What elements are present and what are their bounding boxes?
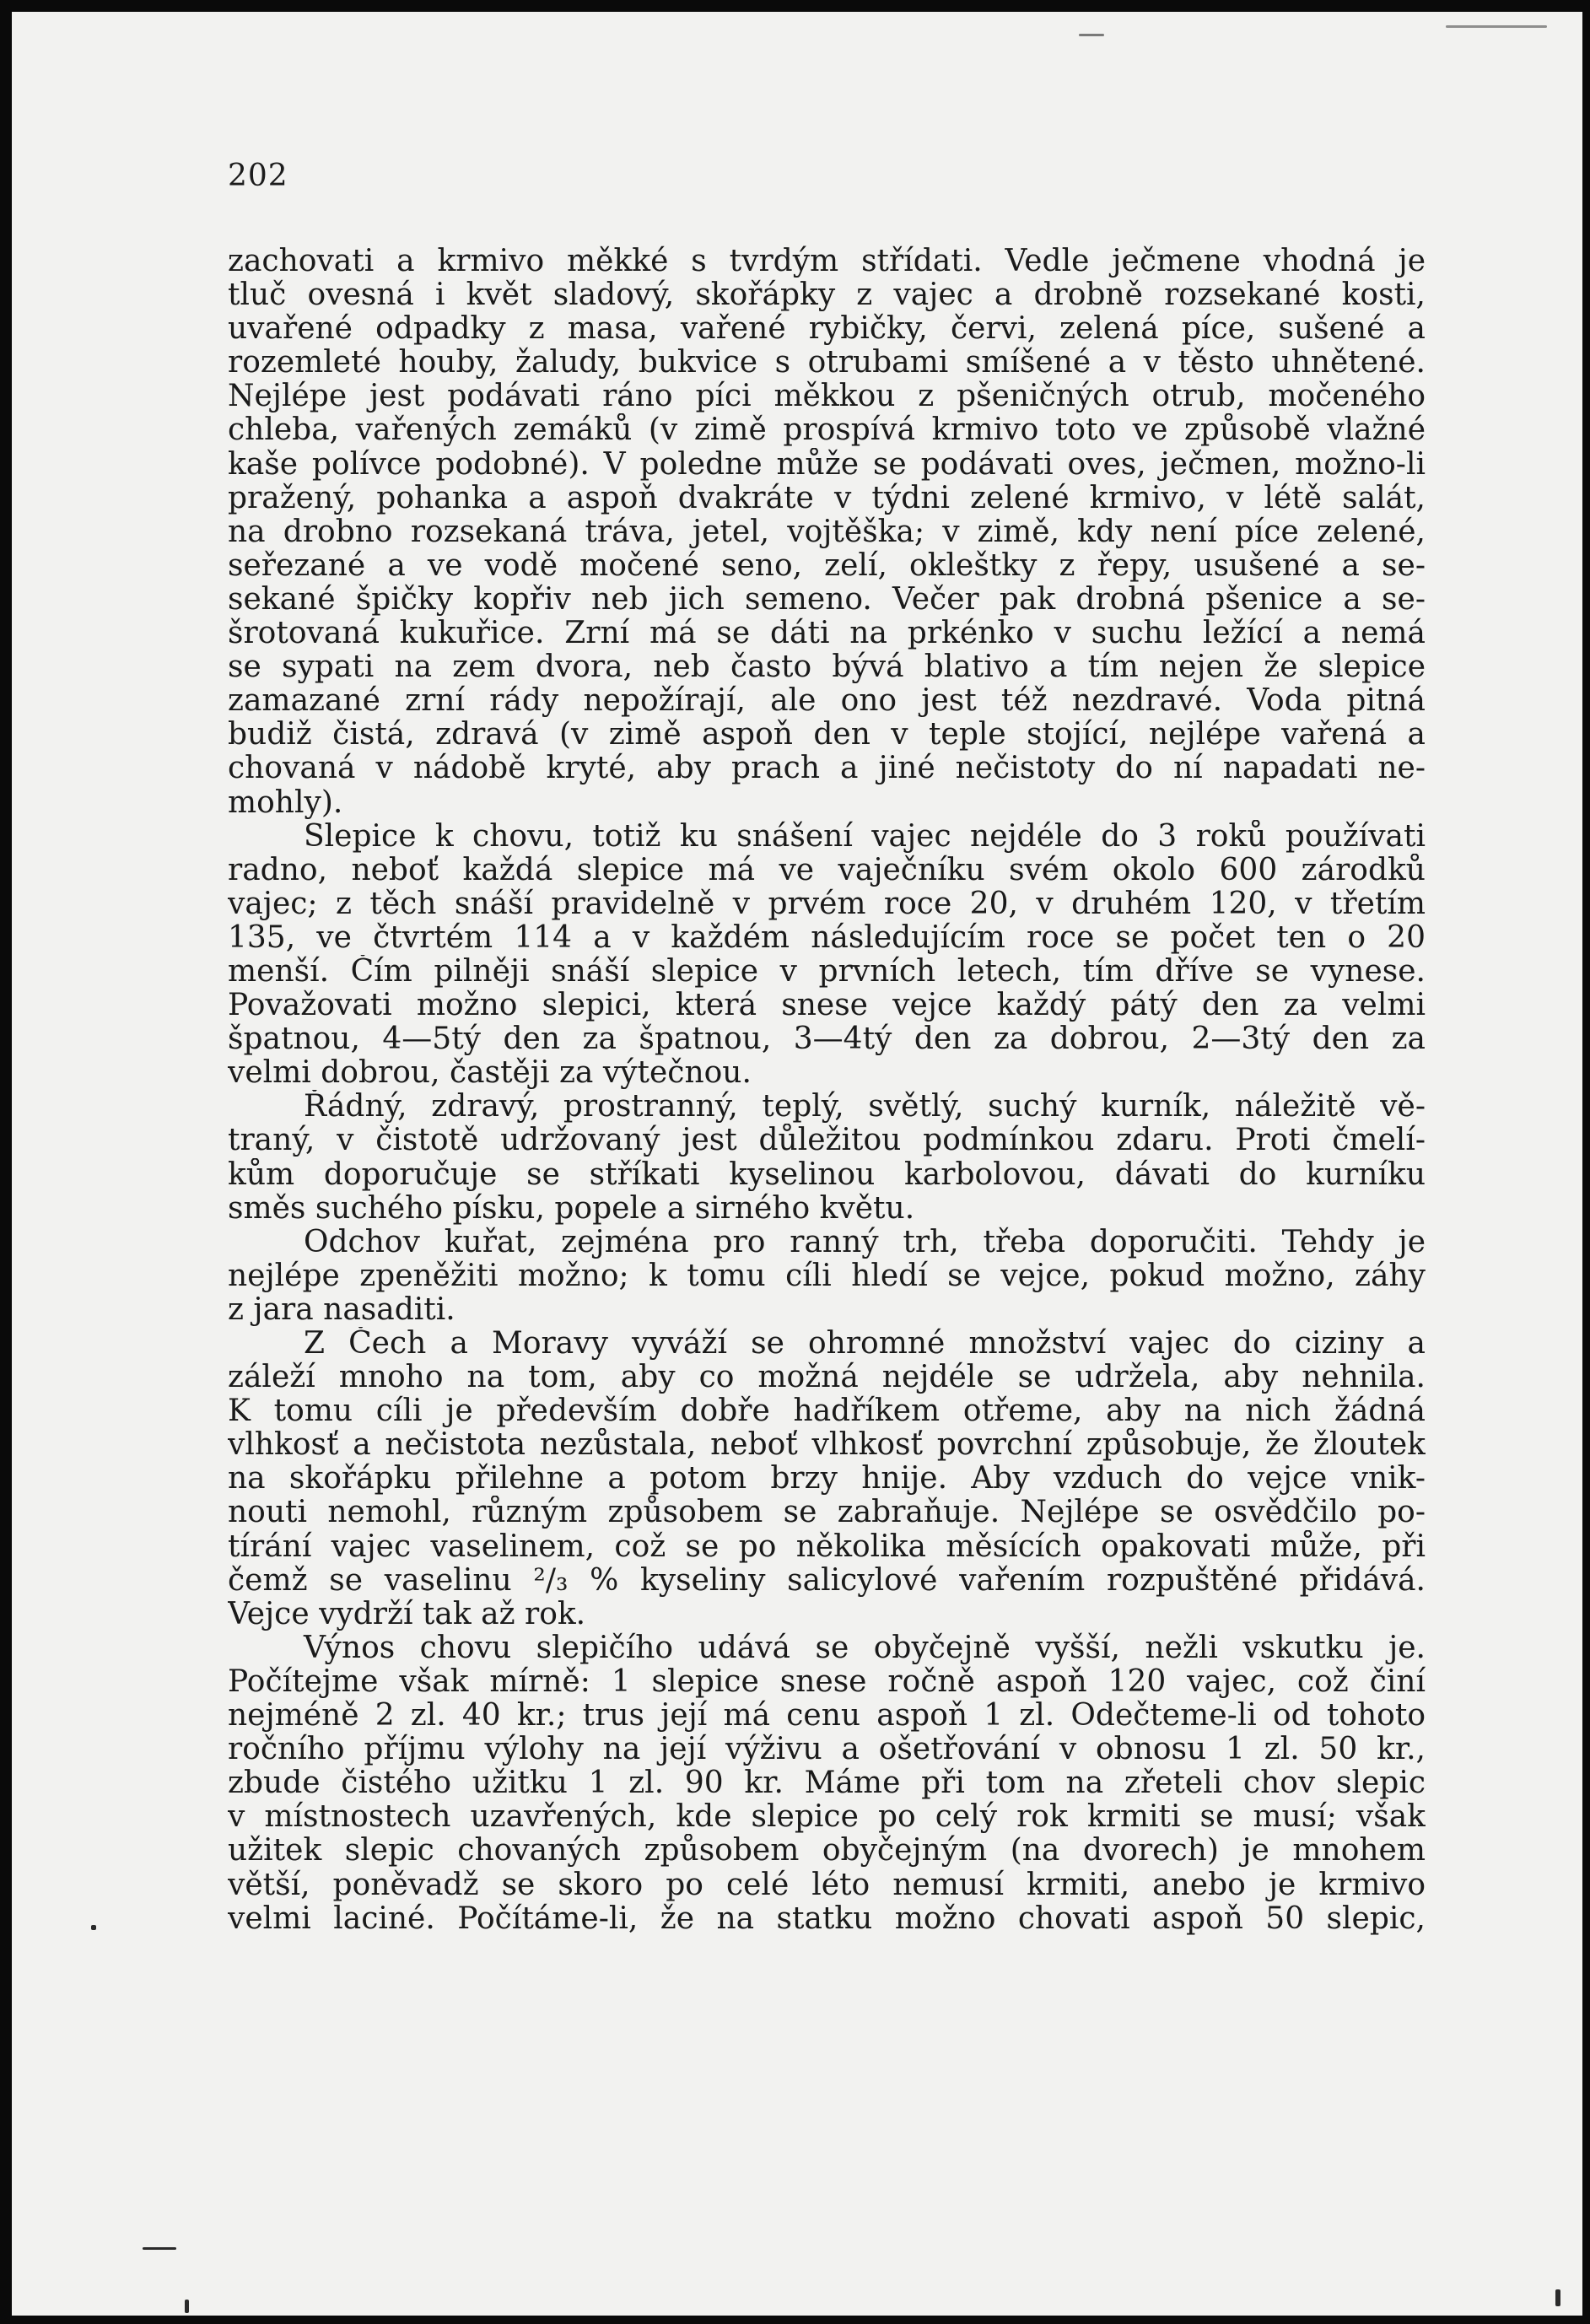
- text-line: budiž čistá, zdravá (v zimě aspoň den v teple stojící, nejlépe vařená a: [228, 718, 1426, 752]
- text-line: Výnos chovu slepičího udává se obyčejně vyšší, nežli vskutku je.: [304, 1631, 1426, 1665]
- text-line: rozemleté houby, žaludy, bukvice s otrubami smíšené a v těsto uhnětené.: [228, 346, 1426, 380]
- paragraph-6: [228, 1631, 1426, 1936]
- text-line: Z Čech a Moravy vyváží se ohromné množství vajec do ciziny a: [304, 1327, 1426, 1361]
- text-line: zamazané zrní rády nepožírají, ale ono jest též nezdravé. Voda pitná: [228, 684, 1426, 719]
- scan-speck: [1555, 2289, 1560, 2306]
- scan-speck: [185, 2300, 189, 2313]
- scanned-page: [12, 12, 1582, 2316]
- text-line: sekané špičky kopřiv neb jich semeno. Večer pak drobná pšenice a se-: [228, 582, 1426, 617]
- text-line: velmi laciné. Počítáme-li, že na statku možno chovati aspoň 50 slepic,: [228, 1901, 1426, 1936]
- paragraph-4: [228, 1226, 1426, 1327]
- text-line: na skořápku přilehne a potom brzy hnije. Aby vzduch do vejce vnik-: [228, 1462, 1426, 1496]
- text-line: kaše polívce podobné). V poledne může se podávati oves, ječmen, možno-li: [228, 447, 1426, 482]
- text-line: zbude čistého užitku 1 zl. 90 kr. Máme při tom na zřeteli chov slepic: [228, 1766, 1426, 1801]
- scan-speck: [1079, 34, 1104, 36]
- text-line: v místnostech uzavřených, kde slepice po celý rok krmiti se musí; však: [228, 1800, 1426, 1835]
- text-line: nejlépe zpeněžiti možno; k tomu cíli hledí se vejce, pokud možno, záhy: [228, 1259, 1426, 1293]
- text-line: Odchov kuřat, zejména pro ranný trh, třeba doporučiti. Tehdy je: [304, 1225, 1426, 1259]
- text-line: tluč ovesná i květ sladový, skořápky z vajec a drobně rozsekané kosti,: [228, 278, 1426, 313]
- text-line: menší. Čím pilněji snáší slepice v prvních letech, tím dříve se vynese.: [228, 954, 1426, 989]
- text-line: užitek slepic chovaných způsobem obyčejným (na dvorech) je mnohem: [228, 1834, 1426, 1868]
- text-line: radno, neboť každá slepice má ve vaječníku svém okolo 600 zárodků: [228, 853, 1426, 887]
- text-line: nejméně 2 zl. 40 kr.; trus její má cenu aspoň 1 zl. Odečteme-li od tohoto: [228, 1699, 1426, 1734]
- text-line: seřezané a ve vodě močené seno, zelí, okleštky z řepy, usušené a se-: [228, 548, 1426, 583]
- text-line: tírání vajec vaselinem, což se po několika měsících opakovati může, při: [228, 1529, 1426, 1564]
- text-line: vlhkosť a nečistota nezůstala, neboť vlhkosť povrchní způsobuje, že žloutek: [228, 1428, 1426, 1463]
- text-line: mohly).: [228, 785, 343, 820]
- text-line: velmi dobrou, častěji za výtečnou.: [228, 1056, 752, 1091]
- page-number: 202: [228, 159, 288, 193]
- text-line: Nejlépe jest podávati ráno píci měkkou z pšeničných otrub, močeného: [228, 380, 1426, 414]
- text-line: pražený, pohanka a aspoň dvakráte v týdni zelené krmivo, v létě salát,: [228, 481, 1426, 515]
- text-line: K tomu cíli je především dobře hadříkem otřeme, aby na nich žádná: [228, 1394, 1426, 1429]
- scan-speck: [143, 2247, 176, 2250]
- text-line: zachovati a krmivo měkké s tvrdým střídati. Vedle ječmene vhodná je: [228, 245, 1426, 278]
- text-line: uvařené odpadky z masa, vařené rybičky, červi, zelená píce, sušené a: [228, 312, 1426, 347]
- paragraph-2: [228, 820, 1426, 1091]
- paragraph-3: [228, 1090, 1426, 1225]
- text-line: špatnou, 4—5tý den za špatnou, 3—4tý den za dobrou, 2—3tý den za: [228, 1022, 1426, 1057]
- text-line: Vejce vydrží tak až rok.: [228, 1597, 586, 1631]
- text-line: větší, poněvadž se skoro po celé léto nemusí krmiti, anebo je krmivo: [228, 1868, 1426, 1902]
- text-line: Považovati možno slepici, která snese vejce každý pátý den za velmi: [228, 989, 1426, 1023]
- scan-speck: [91, 1925, 96, 1930]
- text-line: vajec; z těch snáší pravidelně v prvém roce 20, v druhém 120, v třetím: [228, 887, 1426, 921]
- text-line: ročního příjmu výlohy na její výživu a ošetřování v obnosu 1 zl. 50 kr.,: [228, 1733, 1426, 1767]
- text-line: Řádný, zdravý, prostranný, teplý, světlý, suchý kurník, náležitě vě-: [304, 1090, 1426, 1124]
- text-line: chovaná v nádobě kryté, aby prach a jiné nečistoty do ní napadati ne-: [228, 752, 1426, 786]
- paragraph-5: [228, 1327, 1426, 1631]
- text-line: kům doporučuje se stříkati kyselinou karbolovou, dávati do kurníku: [228, 1157, 1426, 1192]
- text-line: nouti nemohl, různým způsobem se zabraňuje. Nejlépe se osvědčilo po-: [228, 1496, 1426, 1530]
- text-line: čemž se vaselinu ²/₃ % kyseliny salicylové vařením rozpuštěné přidává.: [228, 1563, 1426, 1598]
- text-line: na drobno rozsekaná tráva, jetel, vojtěška; v zimě, kdy není píce zelené,: [228, 515, 1426, 549]
- text-line: z jara nasaditi.: [228, 1292, 455, 1327]
- text-line: se sypati na zem dvora, neb často bývá blativo a tím nejen že slepice: [228, 650, 1426, 685]
- text-line: Počítejme však mírně: 1 slepice snese ročně aspoň 120 vajec, což činí: [228, 1664, 1426, 1699]
- text-line: záleží mnoho na tom, aby co možná nejdéle se udržela, aby nehnila.: [228, 1361, 1426, 1395]
- text-line: 135, ve čtvrtém 114 a v každém následujícím roce se počet ten o 20: [228, 920, 1426, 955]
- text-line: směs suchého písku, popele a sirného květu.: [228, 1191, 915, 1226]
- scan-speck: [1446, 25, 1547, 28]
- text-line: Slepice k chovu, totiž ku snášení vajec nejdéle do 3 roků používati: [304, 819, 1426, 854]
- text-line: traný, v čistotě udržovaný jest důležitou podmínkou zdaru. Proti čmelí-: [228, 1124, 1426, 1158]
- text-line: šrotovaná kukuřice. Zrní má se dáti na prkénko v suchu ležící a nemá: [228, 617, 1426, 651]
- body-text: [228, 245, 1426, 1936]
- text-line: chleba, vařených zemáků (v zimě prospívá krmivo toto ve způsobě vlažné: [228, 413, 1426, 448]
- paragraph-1: [228, 245, 1426, 820]
